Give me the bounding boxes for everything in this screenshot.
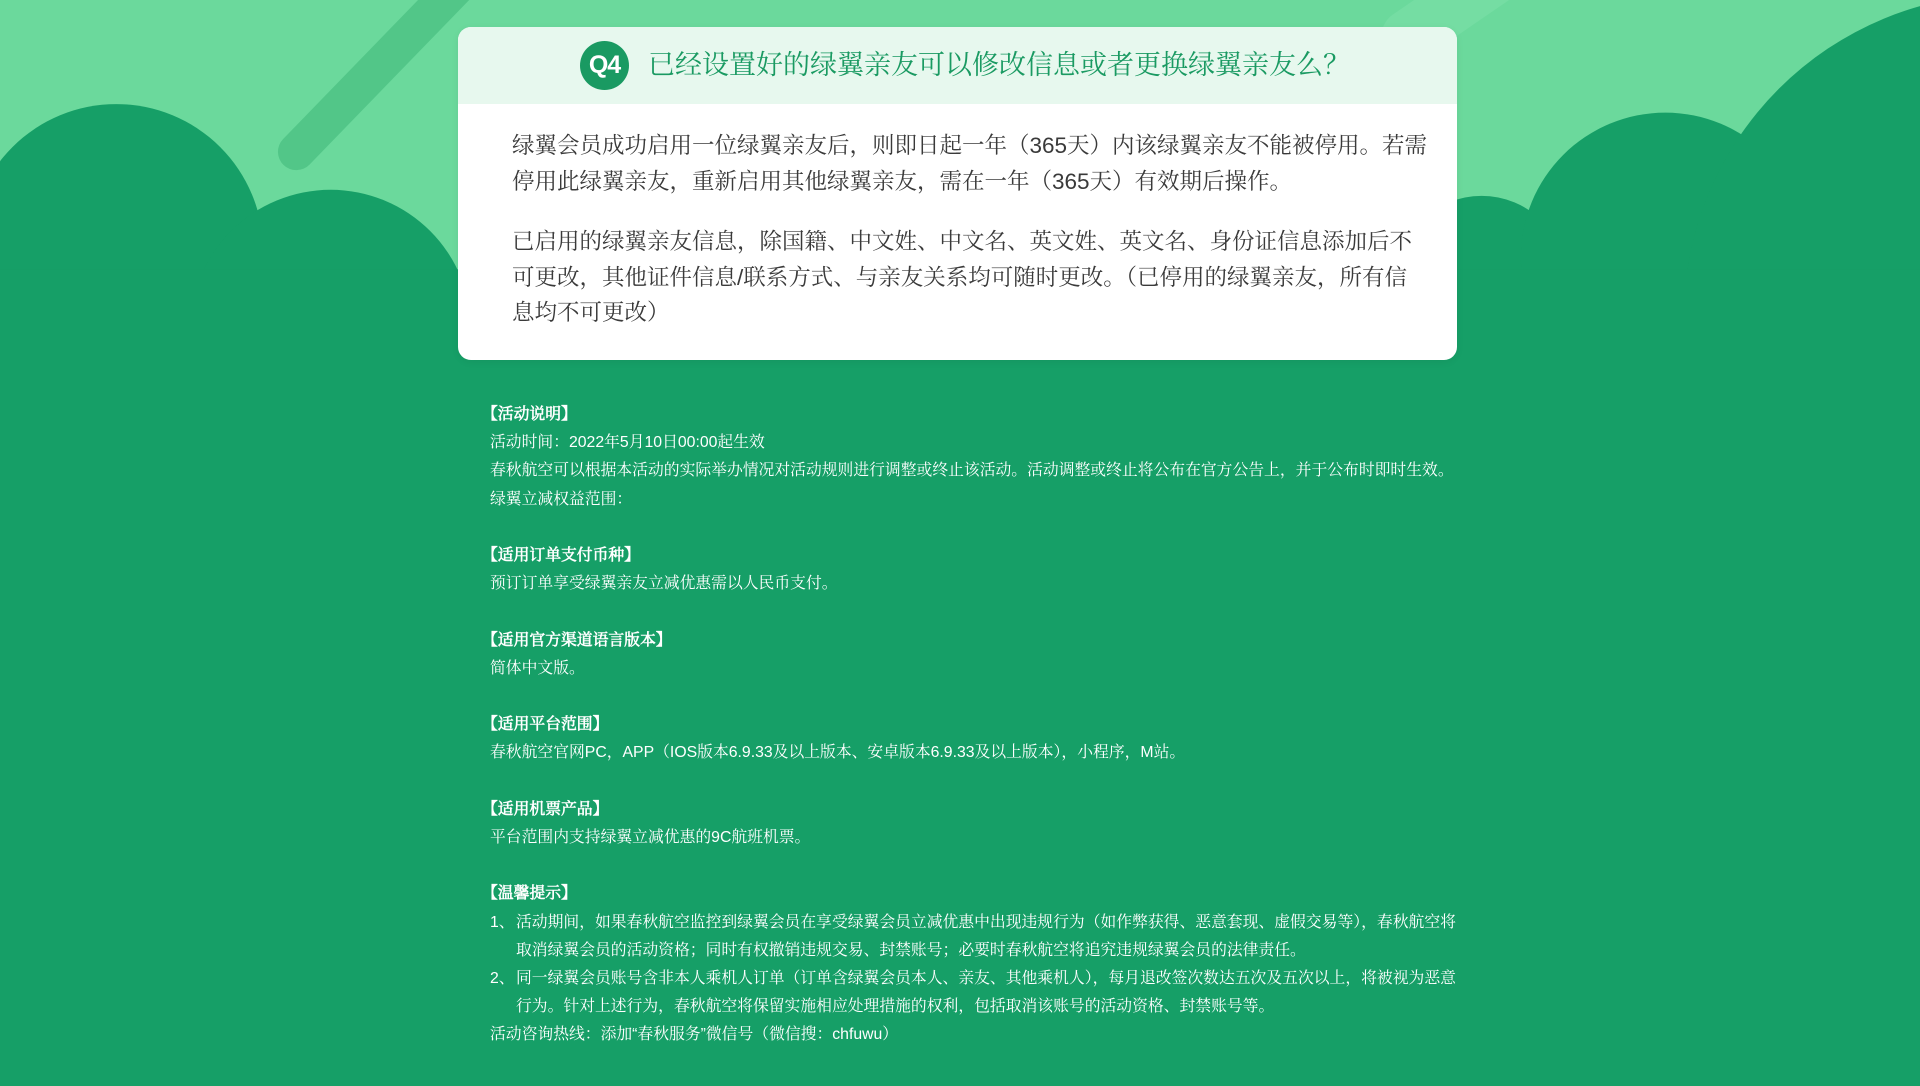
answer-line: 息均不可更改） (512, 300, 670, 325)
rule-line: 简体中文版。 (490, 659, 585, 677)
section-heading: 【适用官方渠道语言版本】 (482, 631, 672, 649)
rules-section-language-version (482, 627, 1490, 683)
answer-paragraph (512, 128, 1457, 199)
faq-answer (458, 104, 1457, 331)
faq-question-title: 已经设置好的绿翼亲友可以修改信息或者更换绿翼亲友么？ (648, 50, 1350, 80)
answer-line: 停用此绿翼亲友，重新启用其他绿翼亲友，需在一年（365天）有效期后操作。 (512, 168, 1293, 194)
section-heading: 【适用订单支付币种】 (482, 547, 640, 564)
tip-line: 活动期间，如果春秋航空监控到绿翼会员在享受绿翼会员立减优惠中出现违规行为（如作弊获得、恶意套现、虚假交易等），春秋航空将 (516, 913, 1456, 931)
tip-line: 同一绿翼会员账号含非本人乘机人订单（订单含绿翼会员本人、亲友、其他乘机人），每月退改签次数达五次及五次以上，将被视为恶意 (516, 969, 1456, 987)
rules-section-ticket-products (482, 796, 1490, 852)
section-heading: 【适用平台范围】 (482, 716, 609, 734)
question-number-badge: Q4 (580, 41, 629, 90)
tip-line: 行为。针对上述行为，春秋航空将保留实施相应处理措施的权利，包括取消该账号的活动资格、封禁账号等。 (516, 998, 1275, 1016)
section-heading: 【适用机票产品】 (482, 800, 609, 818)
tip-text (516, 909, 1456, 965)
tip-item (490, 909, 1490, 965)
tip-text (516, 965, 1456, 1021)
faq-card (458, 27, 1457, 360)
rules-section-activity-description (482, 401, 1490, 514)
answer-line: 绿翼会员成功启用一位绿翼亲友后，则即日起一年（365天）内该绿翼亲友不能被停用。若需 (512, 133, 1428, 158)
section-heading: 【温馨提示】 (482, 885, 577, 903)
rules-section-payment-currency (482, 542, 1490, 598)
rules-section-tips (482, 880, 1490, 1049)
rules-section-platforms (482, 711, 1490, 767)
rule-line: 预订订单享受绿翼亲友立减优惠需以人民币支付。 (490, 575, 838, 593)
rule-line: 绿翼立减权益范围： (490, 490, 633, 508)
answer-line: 可更改，其他证件信息/联系方式、与亲友关系均可随时更改。（已停用的绿翼亲友，所有信 (512, 264, 1408, 290)
hotline-text: 活动咨询热线：添加“春秋服务”微信号（微信搜：chfuwu） (490, 1026, 899, 1044)
answer-paragraph (512, 224, 1457, 331)
tip-number: 1、 (490, 913, 515, 931)
section-heading: 【活动说明】 (482, 406, 577, 423)
rule-line: 活动时间：2022年5月10日00:00起生效 (490, 434, 765, 452)
answer-line: 已启用的绿翼亲友信息，除国籍、中文姓、中文名、英文姓、英文名、身份证信息添加后不 (512, 229, 1413, 254)
rule-line: 春秋航空可以根据本活动的实际举办情况对活动规则进行调整或终止该活动。活动调整或终止将公布在官方公告上，并于公布时即时生效。 (490, 462, 1454, 480)
faq-card-header (458, 27, 1457, 104)
rule-line: 平台范围内支持绿翼立减优惠的9C航班机票。 (490, 828, 811, 846)
tip-line: 取消绿翼会员的活动资格；同时有权撤销违规交易、封禁账号；必要时春秋航空将追究违规绿翼会员的法律责任。 (516, 941, 1306, 959)
tip-number: 2、 (490, 969, 515, 987)
rule-line: 春秋航空官网PC，APP（IOS版本6.9.33及以上版本、安卓版本6.9.33及以上版本），小程序，M站。 (490, 744, 1186, 762)
tip-item (490, 965, 1490, 1021)
activity-rules (482, 401, 1490, 1050)
